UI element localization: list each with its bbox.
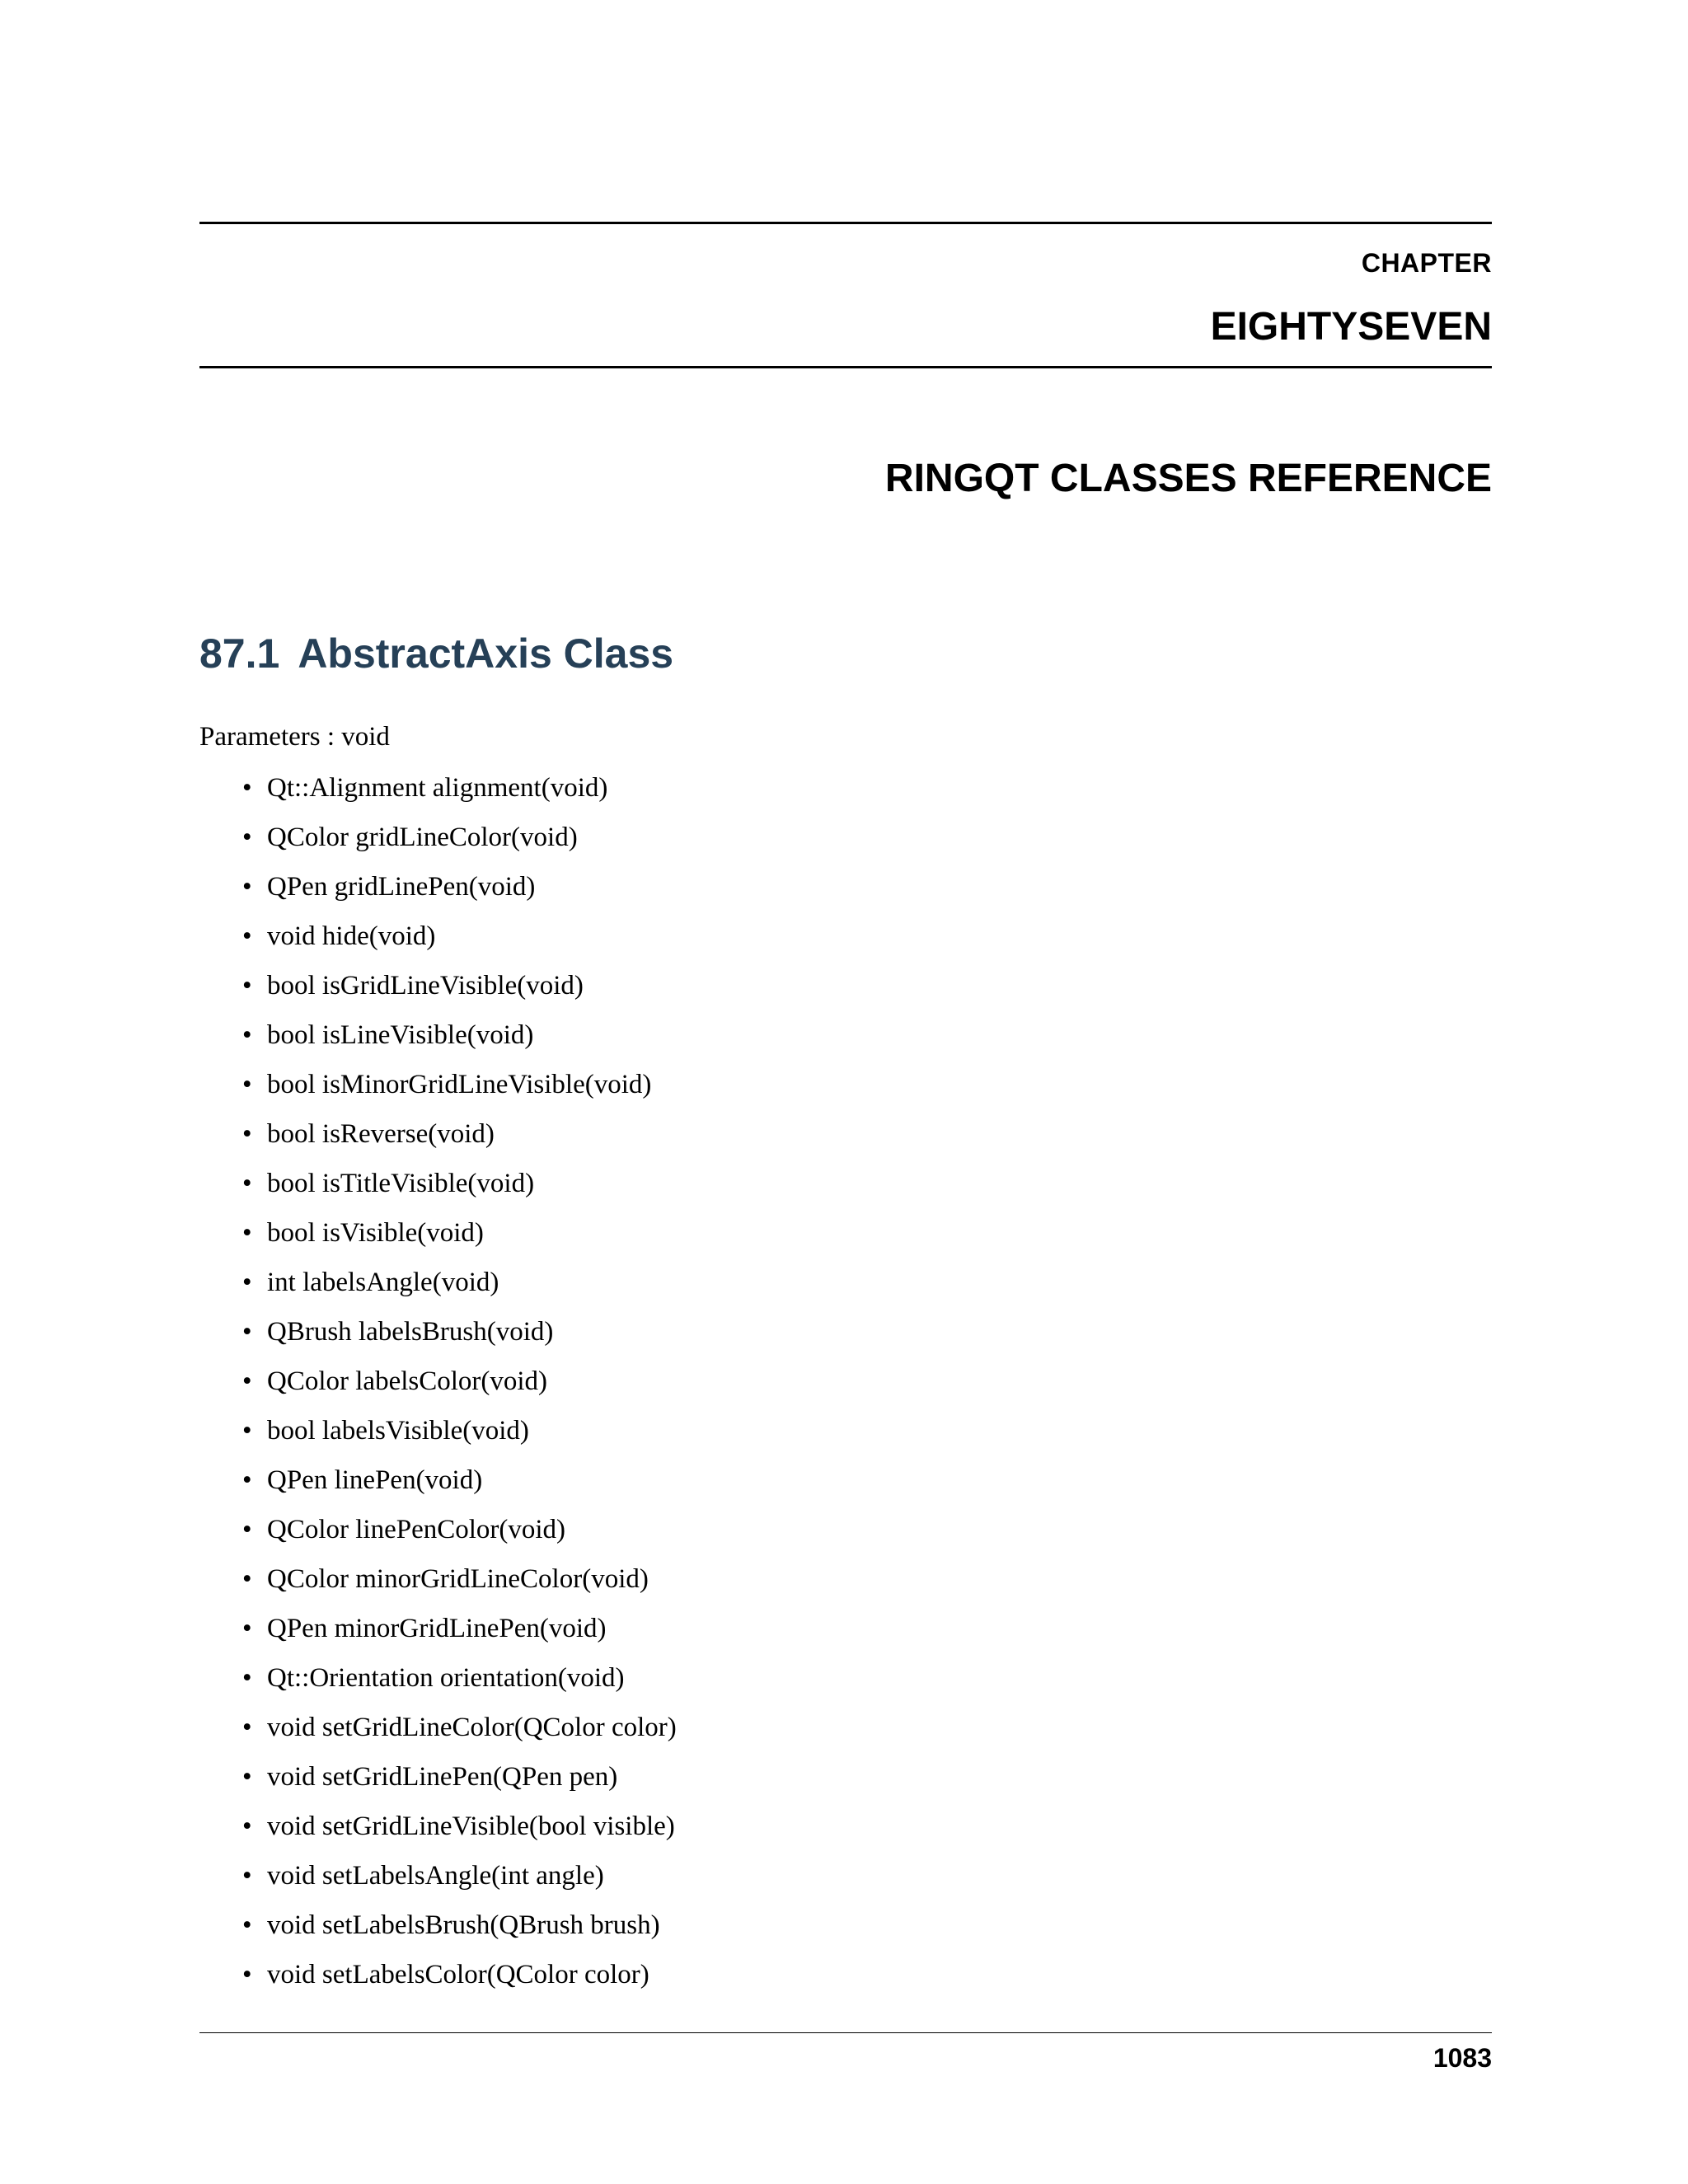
bullet-icon: • — [242, 1020, 252, 1050]
bullet-icon: • — [242, 1070, 252, 1099]
method-signature: QPen minorGridLinePen(void) — [267, 1614, 607, 1643]
document-page — [199, 0, 1492, 2184]
bullet-icon: • — [242, 1762, 252, 1792]
chapter-title: RINGQT CLASSES REFERENCE — [884, 457, 1492, 500]
method-list-item — [199, 770, 677, 819]
method-signature: void setGridLinePen(QPen pen) — [267, 1762, 618, 1792]
method-list-item — [199, 1759, 677, 1808]
method-signature: void setGridLineColor(QColor color) — [267, 1713, 677, 1742]
bullet-icon: • — [242, 1218, 252, 1248]
bullet-icon: • — [242, 1366, 252, 1396]
method-signature: Qt::Orientation orientation(void) — [267, 1663, 625, 1693]
method-list-item — [199, 869, 677, 918]
bullet-icon: • — [242, 1861, 252, 1891]
method-list-item — [199, 1858, 677, 1907]
chapter-top-rule — [199, 222, 1492, 224]
method-list-item — [199, 1314, 677, 1363]
method-signature: QPen gridLinePen(void) — [267, 872, 536, 902]
method-list-item — [199, 1660, 677, 1709]
method-signature: void setLabelsBrush(QBrush brush) — [267, 1910, 660, 1940]
method-list-item — [199, 1511, 677, 1561]
bullet-icon: • — [242, 1268, 252, 1297]
method-signature: Qt::Alignment alignment(void) — [267, 773, 608, 803]
method-signature: QColor minorGridLineColor(void) — [267, 1564, 649, 1594]
bullet-icon: • — [242, 1663, 252, 1693]
bullet-icon: • — [242, 1465, 252, 1495]
method-signature: QColor gridLineColor(void) — [267, 823, 578, 852]
section-title: AbstractAxis Class — [298, 630, 674, 677]
method-list-item — [199, 1264, 677, 1314]
method-signature: QBrush labelsBrush(void) — [267, 1317, 554, 1347]
page-number: 1083 — [1432, 2043, 1492, 2073]
method-signature: QPen linePen(void) — [267, 1465, 483, 1495]
bullet-icon: • — [242, 1515, 252, 1544]
bullet-icon: • — [242, 1119, 252, 1149]
method-list-item — [199, 1957, 677, 2006]
method-list-item — [199, 1215, 677, 1264]
method-signature: bool isLineVisible(void) — [267, 1020, 534, 1050]
method-signature: int labelsAngle(void) — [267, 1268, 499, 1297]
bullet-icon: • — [242, 1713, 252, 1742]
chapter-bottom-rule — [199, 366, 1492, 368]
method-signature: void setLabelsAngle(int angle) — [267, 1861, 604, 1891]
method-list-item — [199, 968, 677, 1017]
chapter-number: EIGHTYSEVEN — [1210, 305, 1492, 349]
footer-rule — [199, 2032, 1492, 2033]
method-list-item — [199, 1017, 677, 1066]
method-list-item — [199, 1363, 677, 1413]
method-signature: QColor linePenColor(void) — [267, 1515, 566, 1544]
method-list-item — [199, 1610, 677, 1660]
method-list-item — [199, 1808, 677, 1858]
method-list-item — [199, 1116, 677, 1165]
bullet-icon: • — [242, 1811, 252, 1841]
method-list-item — [199, 1165, 677, 1215]
section-number: 87.1 — [199, 630, 280, 677]
method-signature: bool isTitleVisible(void) — [267, 1169, 535, 1198]
bullet-icon: • — [242, 872, 252, 902]
method-signature: bool isReverse(void) — [267, 1119, 495, 1149]
bullet-icon: • — [242, 773, 252, 803]
bullet-icon: • — [242, 1416, 252, 1446]
method-list-item — [199, 1907, 677, 1957]
method-list-item — [199, 1709, 677, 1759]
bullet-icon: • — [242, 1317, 252, 1347]
method-signature: bool labelsVisible(void) — [267, 1416, 529, 1446]
method-signature: void setLabelsColor(QColor color) — [267, 1960, 649, 1990]
method-signature: void setGridLineVisible(bool visible) — [267, 1811, 675, 1841]
parameters-line: Parameters : void — [199, 722, 390, 752]
bullet-icon: • — [242, 971, 252, 1001]
bullet-icon: • — [242, 1169, 252, 1198]
bullet-icon: • — [242, 823, 252, 852]
bullet-icon: • — [242, 921, 252, 951]
method-signature: QColor labelsColor(void) — [267, 1366, 548, 1396]
bullet-icon: • — [242, 1910, 252, 1940]
method-list-item — [199, 1462, 677, 1511]
bullet-icon: • — [242, 1564, 252, 1594]
method-signature: bool isMinorGridLineVisible(void) — [267, 1070, 652, 1099]
bullet-icon: • — [242, 1614, 252, 1643]
method-signature: bool isVisible(void) — [267, 1218, 484, 1248]
bullet-icon: • — [242, 1960, 252, 1990]
method-list — [199, 770, 677, 2006]
method-list-item — [199, 1066, 677, 1116]
method-list-item — [199, 1413, 677, 1462]
method-signature: void hide(void) — [267, 921, 436, 951]
chapter-label: CHAPTER — [1361, 248, 1492, 278]
method-signature: bool isGridLineVisible(void) — [267, 971, 584, 1001]
method-list-item — [199, 918, 677, 968]
section-heading — [199, 630, 673, 677]
method-list-item — [199, 1561, 677, 1610]
method-list-item — [199, 819, 677, 869]
